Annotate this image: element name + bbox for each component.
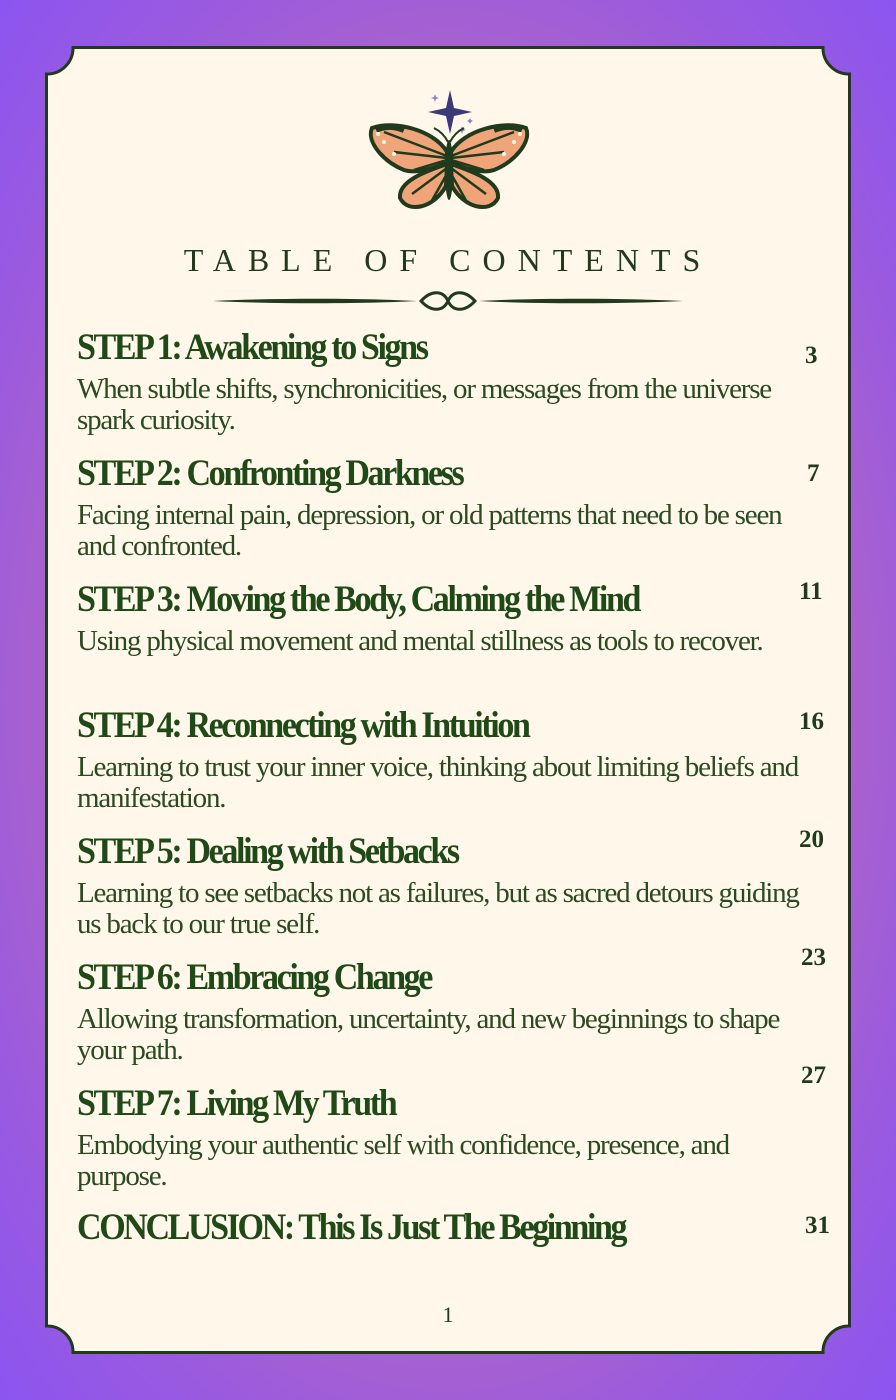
entry-title: CONCLUSION: This Is Just The Beginning [77,1207,626,1248]
entry-page-number: 31 [805,1212,830,1239]
toc-entry-step-3[interactable] [77,580,817,657]
entry-page-number: 3 [805,342,818,369]
toc-entry-step-4[interactable] [77,706,817,814]
butterfly-icon [364,90,534,222]
entry-description: Facing internal pain, depression, or old patterns that need to be seen and confronted. [77,499,782,562]
entry-page-number: 23 [801,944,826,971]
entry-description: Embodying your authentic self with confidence, presence, and purpose. [77,1129,729,1192]
entry-title: STEP 6: Embracing Change [77,957,431,998]
toc-entry-step-2[interactable] [77,454,817,562]
entry-title: STEP 7: Living My Truth [77,1083,396,1124]
ornamental-divider [213,290,683,312]
entry-page-number: 11 [799,578,823,605]
toc-entry-step-7[interactable] [77,1084,817,1192]
toc-entry-step-1[interactable] [77,328,817,436]
entry-page-number: 7 [807,460,820,487]
page-title: TABLE OF CONTENTS [183,242,713,278]
toc-entry-step-5[interactable] [77,832,817,940]
toc-card [45,46,851,1354]
entry-title: STEP 2: Confronting Darkness [77,453,463,494]
toc-entry-conclusion[interactable] [77,1208,817,1248]
entry-title: STEP 4: Reconnecting with Intuition [77,705,529,746]
entry-description: Learning to trust your inner voice, thinking about limiting beliefs and manifestation. [77,751,798,814]
entry-title: STEP 1: Awakening to Signs [77,327,427,368]
entry-page-number: 16 [799,708,824,735]
entry-title: STEP 3: Moving the Body, Calming the Mind [77,579,640,620]
entry-page-number: 20 [799,826,824,853]
entry-description: Allowing transformation, uncertainty, and new beginnings to shape your path. [77,1003,780,1066]
entry-description: Using physical movement and mental stillness as tools to recover. [77,625,763,657]
entry-page-number: 27 [801,1062,826,1089]
entry-title: STEP 5: Dealing with Setbacks [77,831,458,872]
footer-page-number: 1 [442,1302,454,1327]
entry-description: When subtle shifts, synchronicities, or messages from the universe spark curiosity. [77,373,771,436]
toc-entry-step-6[interactable] [77,958,817,1066]
entry-description: Learning to see setbacks not as failures, but as sacred detours guiding us back to our true self. [77,877,799,940]
